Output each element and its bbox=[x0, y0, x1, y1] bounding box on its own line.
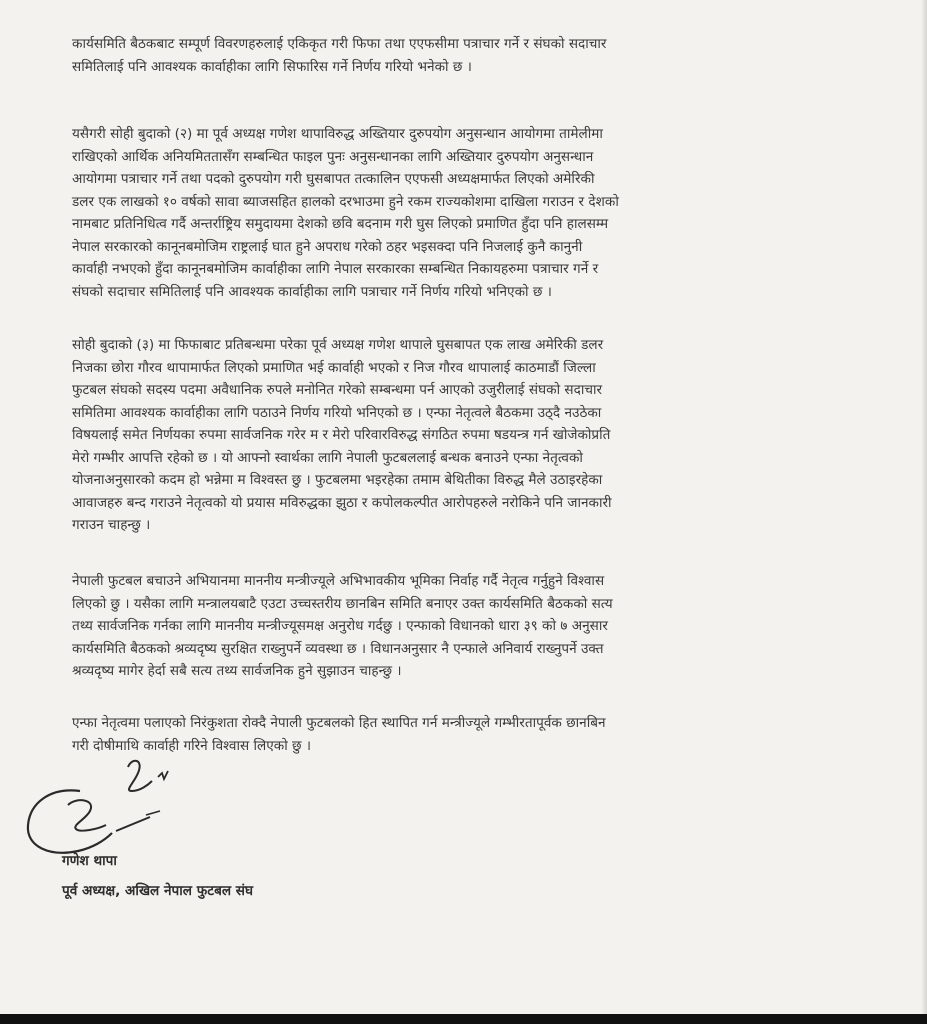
text-line: नेपाली फुटबल बचाउने अभियानमा माननीय मन्त्रीज्यूले अभिभावकीय भूमिका निर्वाह गर्दै नेतृत्व गर्नुहुने विश्वास bbox=[72, 573, 605, 589]
text-line: विषयलाई समेत निर्णयका रुपमा सार्वजनिक गरेर म र मेरो परिवारविरुद्ध संगठित रुपमा षडयन्त्र गर्न खोजेकोप्रति bbox=[72, 427, 611, 443]
text-line: गरी दोषीमाथि कार्वाही गरिने विश्वास लिएको छु । bbox=[72, 737, 312, 754]
text-line: फुटबल संघको सदस्य पदमा अवैधानिक रुपले मनोनित गरेको सम्बन्धमा पर्न आएको उजुरीलाई संघको सदाचार bbox=[72, 382, 603, 398]
paragraph-3 bbox=[72, 334, 837, 537]
text-line: श्रव्यदृष्य मागेर हेर्दा सबै सत्य तथ्य सार्वजनिक हुने सुझाउन चाहन्छु । bbox=[72, 663, 402, 679]
paragraph-2 bbox=[72, 123, 837, 303]
text-line: समितिमा आवश्यक कार्वाहीका लागि पठाउने निर्णय गरियो भनिएको छ । एन्फा नेतृत्वले बैठकमा उठ्दै नउठेका bbox=[72, 404, 602, 421]
text-line: कार्यसमिति बैठकबाट सम्पूर्ण विवरणहरुलाई एकिकृत गरी फिफा तथा एएफसीमा पत्राचार गर्ने र संघको सदाचार bbox=[72, 36, 607, 52]
text-line: लिएको छु । यसैका लागि मन्त्रालयबाटै एउटा उच्चस्तरीय छानबिन समिति बनाएर उक्त कार्यसमिति बैठकको सत्य bbox=[72, 595, 613, 612]
text-line: समितिलाई पनि आवश्यक कार्वाहीका लागि सिफारिस गर्ने निर्णय गरियो भनेको छ । bbox=[72, 58, 472, 75]
paragraph-5 bbox=[72, 712, 837, 757]
text-line: सोही बुदाको (३) मा फिफाबाट प्रतिबन्धमा परेका पूर्व अध्यक्ष गणेश थापाले घुसबापत एक लाख अमेरिकी डलर bbox=[72, 337, 604, 353]
text-line: नामबाट प्रतिनिधित्व गर्दै अन्तर्राष्ट्रिय समुदायमा देशको छवि बदनाम गरी घुस लिएको प्रमाणित हुँदा पनि हालसम्म bbox=[72, 216, 609, 232]
text-line: आयोगमा पत्राचार गर्ने तथा पदको दुरुपयोग गरी घुसबापत तत्कालिन एएफसी अध्यक्षमार्फत लिएको अमेरिकी bbox=[72, 171, 595, 187]
page-edge-shadow bbox=[921, 0, 927, 1014]
text-line: मेरो गम्भीर आपत्ति रहेको छ । यो आफ्नो स्वार्थका लागि नेपाली फुटबललाई बन्धक बनाउने एन्फा नेतृत्वको bbox=[72, 449, 583, 466]
signature-block bbox=[62, 846, 253, 906]
text-line: एन्फा नेतृत्वमा पलाएको निरंकुशता रोक्दै नेपाली फुटबलको हित स्थापित गर्न मन्त्रीज्यूले गम्भीरतापूर्वक छानबिन bbox=[72, 715, 606, 731]
paragraph-4 bbox=[72, 570, 837, 683]
text-line: तथ्य सार्वजनिक गर्नका लागि माननीय मन्त्रीज्यूसमक्ष अनुरोध गर्दछु । एन्फाको विधानको धारा ३९ को ७ अनुसार bbox=[72, 618, 608, 634]
text-line: योजनाअनुसारको कदम हो भन्नेमा म विश्वस्त छु । फुटबलमा भइरहेका तमाम बेथितीका विरुद्ध मैले उठाइरहेका bbox=[72, 472, 603, 488]
text-line: गराउन चाहन्छु । bbox=[72, 517, 151, 533]
signer-title: पूर्व अध्यक्ष, अखिल नेपाल फुटबल संघ bbox=[62, 883, 254, 899]
signer-name: गणेश थापा bbox=[62, 853, 117, 869]
text-line: निजका छोरा गौरव थापामार्फत लिएको प्रमाणित भई कार्वाही भएको र निज गौरव थापालाई काठमाडौं जिल्ला bbox=[72, 359, 596, 376]
text-line: यसैगरी सोही बुदाको (२) मा पूर्व अध्यक्ष गणेश थापाविरुद्ध अख्तियार दुरुपयोग अनुसन्धान आयोगमा तामेलीमा bbox=[72, 126, 603, 142]
text-line: संघको सदाचार समितिलाई पनि आवश्यक कार्वाहीका लागि पत्राचार गर्ने निर्णय गरियो भनिएको छ । bbox=[72, 283, 552, 300]
paragraph-1 bbox=[72, 33, 837, 78]
bottom-edge bbox=[0, 1014, 927, 1024]
text-line: आवाजहरु बन्द गराउने नेतृत्वको यो प्रयास मविरुद्धका झुठा र कपोलकल्पीत आरोपहरुले नरोकिने पनि जानकारी bbox=[72, 494, 612, 511]
text-line: डलर एक लाखको १० वर्षको सावा ब्याजसहित हालको दरभाउमा हुने रकम राज्यकोशमा दाखिला गराउन र देशको bbox=[72, 193, 619, 210]
text-line: नेपाल सरकारको कानूनबमोजिम राष्ट्रलाई घात हुने अपराध गरेको ठहर भइसक्दा पनि निजलाई कुनै कानुनी bbox=[72, 238, 583, 255]
text-line: कार्यसमिति बैठकको श्रव्यदृष्य सुरक्षित राख्नुपर्ने व्यवस्था छ । विधानअनुसार नै एन्फाले अनिवार्य राख्नुपर्ने उक्त bbox=[72, 640, 604, 657]
text-line: कार्वाही नभएको हुँदा कानूनबमोजिम कार्वाहीका लागि नेपाल सरकारका सम्बन्धित निकायहरुमा पत्राचार गर्ने र bbox=[72, 261, 599, 277]
text-line: राखिएको आर्थिक अनियमिततासँग सम्बन्धित फाइल पुनः अनुसन्धानका लागि अख्तियार दुरुपयोग अनुसन्धान bbox=[72, 148, 594, 165]
